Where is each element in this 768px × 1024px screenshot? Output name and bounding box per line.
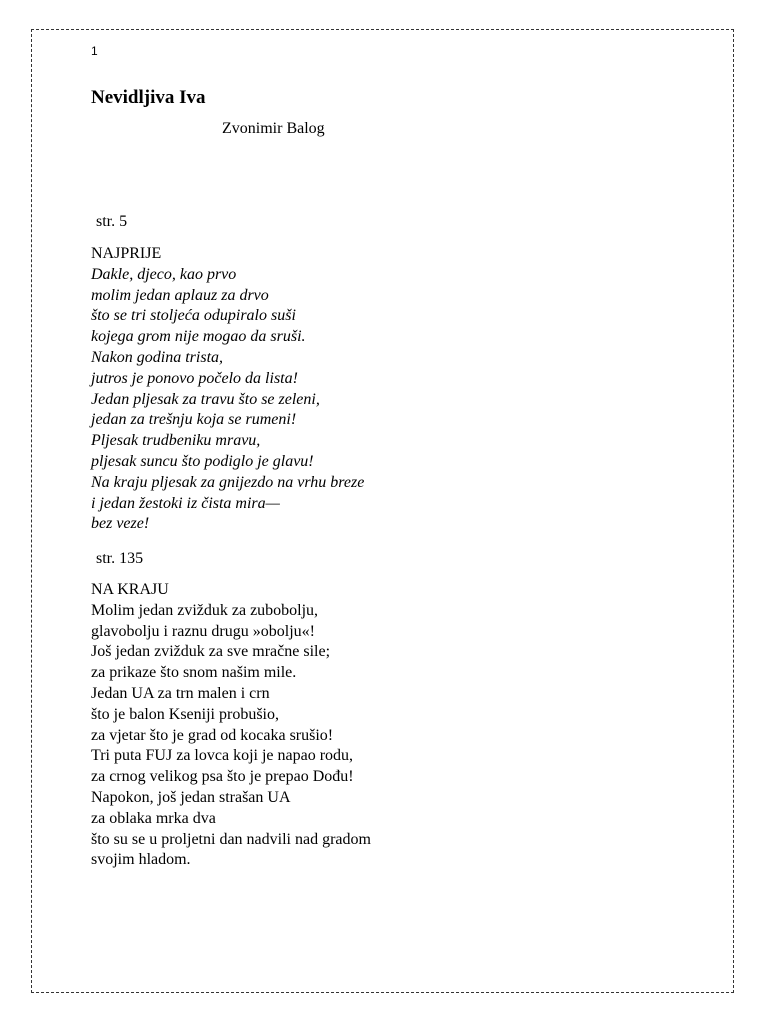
poem-heading: NA KRAJU — [91, 581, 169, 598]
section-page-ref: str. 135 — [96, 550, 144, 567]
poem-line: Molim jedan zvižduk za zubobolju, — [91, 601, 319, 619]
document-title: Nevidljiva Iva — [91, 87, 206, 108]
poem-line: Pljesak trudbeniku mravu, — [91, 432, 261, 450]
poem-line: Tri puta FUJ za lovca koji je napao rodu, — [91, 747, 354, 765]
poem-line: Na kraju pljesak za gnijezdo na vrhu breze — [91, 473, 365, 491]
poem-line: Jedan pljesak za travu što se zeleni, — [91, 390, 320, 408]
poem-line: Nakon godina trista, — [91, 348, 224, 366]
poem-line: što su se u proljetni dan nadvili nad gradom — [91, 830, 371, 848]
poem-line: jedan za trešnju koja se rumeni! — [91, 411, 297, 429]
section-page-ref: str. 5 — [96, 213, 128, 230]
poem-line: što se tri stoljeća odupiralo suši — [91, 307, 296, 325]
poem-line: kojega grom nije mogao da sruši. — [91, 328, 306, 346]
poem-line: Jedan UA za trn malen i crn — [91, 684, 270, 702]
poem-line: što je balon Kseniji probušio, — [91, 705, 279, 723]
poem-najprije — [91, 244, 364, 535]
poem-line: pljesak suncu što podiglo je glavu! — [91, 452, 314, 470]
poem-line: za prikaze što snom našim mile. — [91, 664, 297, 682]
poem-line: i jedan žestoki iz čista mira— — [91, 494, 280, 512]
poem-line: molim jedan aplauz za drvo — [91, 286, 269, 304]
poem-line: Još jedan zvižduk za sve mračne sile; — [91, 643, 331, 661]
poem-line: jutros je ponovo počelo da lista! — [91, 369, 298, 387]
poem-line: za crnog velikog psa što je prepao Dođu! — [91, 768, 354, 786]
poem-line: za vjetar što je grad od kocaka srušio! — [91, 726, 334, 744]
poem-line: svojim hladom. — [91, 851, 191, 869]
page-number: 1 — [91, 44, 98, 58]
poem-na-kraju — [91, 580, 371, 871]
poem-line: bez veze! — [91, 515, 150, 533]
poem-heading: NAJPRIJE — [91, 245, 162, 262]
poem-line: Napokon, još jedan strašan UA — [91, 788, 291, 806]
poem-line: Dakle, djeco, kao prvo — [91, 265, 237, 283]
document-author: Zvonimir Balog — [222, 120, 325, 137]
poem-line: glavobolju i raznu drugu »obolju«! — [91, 622, 315, 640]
poem-line: za oblaka mrka dva — [91, 809, 216, 827]
